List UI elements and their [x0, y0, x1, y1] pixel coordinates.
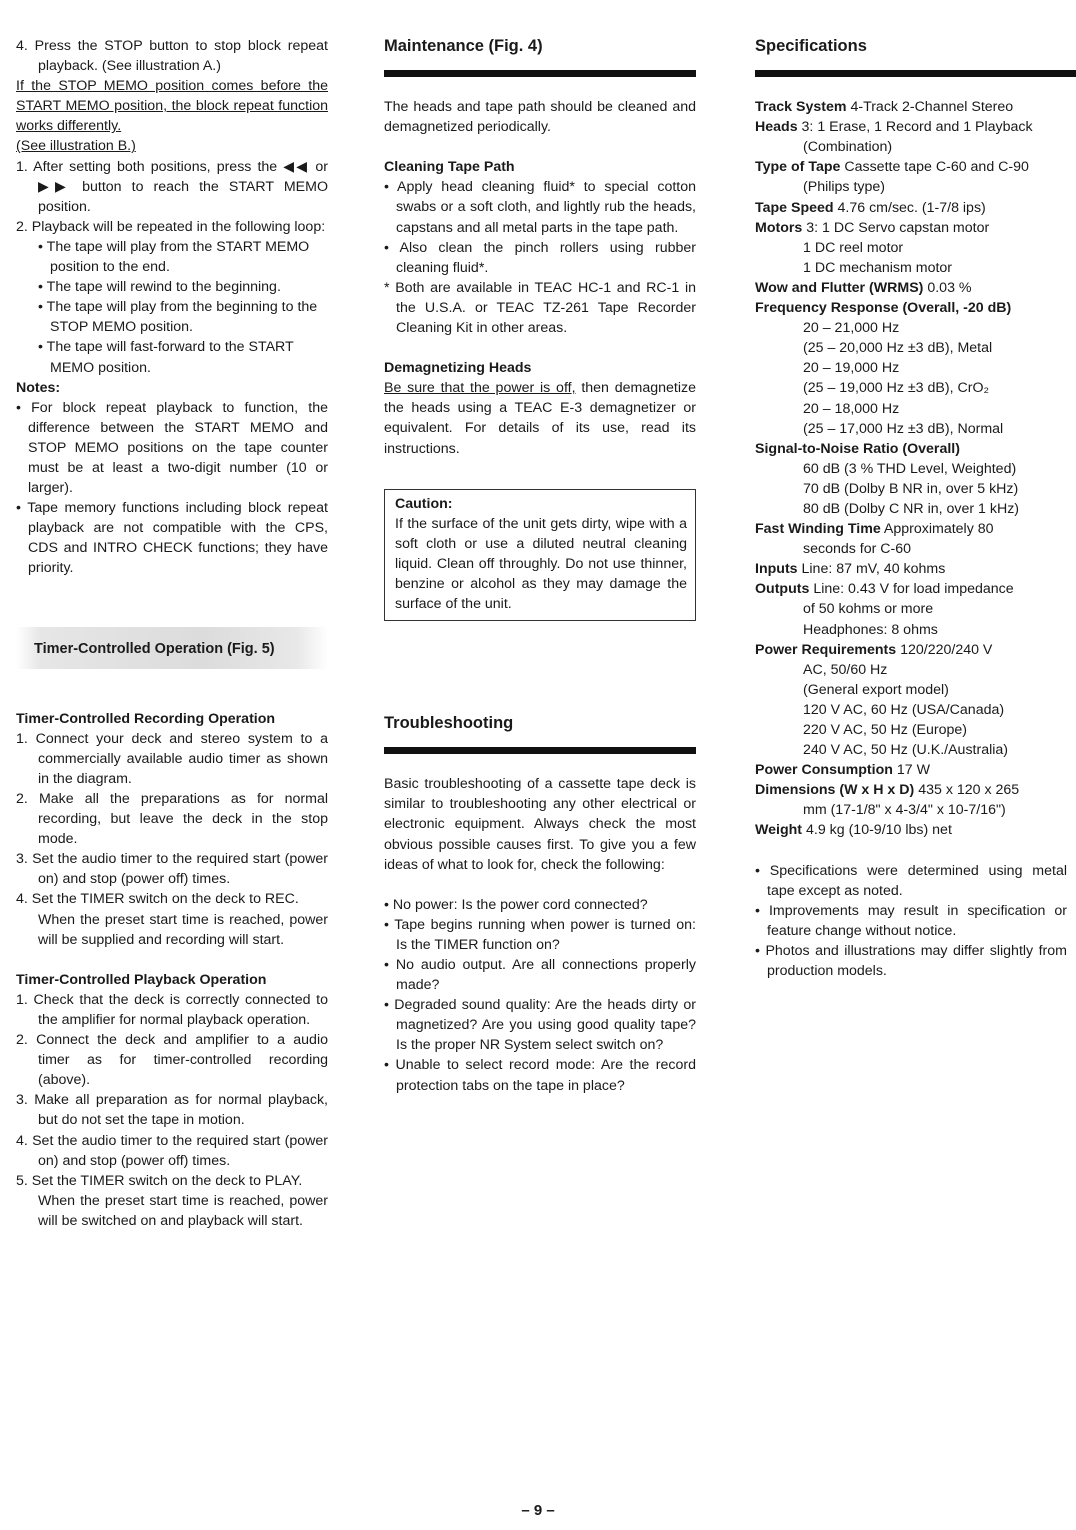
reverse-step-1: 1. After setting both positions, press the ◀◀ or ▶▶ button to reach the START MEMO position.: [16, 158, 328, 215]
step-4-stop: 4. Press the STOP button to stop block repeat playback. (See illustration A.): [16, 38, 328, 75]
spec-label: Tape Speed: [755, 199, 834, 216]
spec-value: 435 x 120 x 265: [918, 782, 1020, 799]
spec-line: [755, 579, 1067, 599]
spec-value: Headphones: 8 ohms: [803, 621, 938, 638]
spec-list: [755, 97, 1067, 840]
spec-value: 240 V AC, 50 Hz (U.K./Australia): [803, 742, 1009, 759]
spec-value: Approximately 80: [883, 521, 994, 538]
spec-value: 4.76 cm/sec. (1-7/8 ips): [837, 199, 986, 216]
spec-line: [755, 519, 1067, 539]
spec-value: 20 – 21,000 Hz: [803, 320, 900, 337]
spec-line: [755, 820, 1067, 840]
spec-label: Weight: [755, 822, 803, 839]
specifications-title: Specifications: [755, 37, 867, 55]
maintenance-rule: [384, 70, 696, 77]
spec-entry: [755, 559, 1067, 579]
maintenance-title: Maintenance (Fig. 4): [384, 37, 543, 55]
left-column: [16, 36, 328, 1231]
spec-entry: [755, 298, 1067, 439]
spec-value: AC, 50/60 Hz: [803, 661, 888, 678]
spec-value: 3: 1 DC Servo capstan motor: [806, 219, 990, 236]
cleaning-footnote: * Both are available in TEAC HC-1 and RC-1 in the U.S.A. or TEAC TZ-261 Tape Recorder Cleaning Kit in other areas.: [384, 279, 696, 337]
reverse-step-2: 2. Playback will be repeated in the following loop:: [16, 218, 326, 235]
spec-label: Inputs: [755, 561, 798, 578]
trouble-item: • No audio output. Are all connections properly made?: [384, 957, 696, 994]
spec-entry: [755, 278, 1067, 298]
spec-line: [755, 218, 1067, 238]
spec-value: (25 – 20,000 Hz ±3 dB), Metal: [803, 340, 993, 357]
see-illustration-b: (See illustration B.): [16, 138, 136, 155]
caution-text: If the surface of the unit gets dirty, wipe with a soft cloth or use a diluted neutral cleaning liquid. Clean off throughly. Do not use thinner, benzine or alcohol as they may damage the surface of the unit.: [395, 515, 687, 613]
spec-entry: [755, 117, 1067, 157]
recording-heading: Timer-Controlled Recording Operation: [16, 710, 276, 727]
troubleshooting-rule: [384, 747, 696, 754]
spec-entry: [755, 198, 1067, 218]
page-number: – 9 –: [521, 1502, 555, 1519]
spec-value: (25 – 19,000 Hz ±3 dB), CrO₂: [803, 380, 989, 397]
troubleshooting-title: Troubleshooting: [384, 714, 514, 733]
spec-value: seconds for C-60: [803, 541, 912, 558]
rec-step: 2. Make all the preparations as for normal recording, but leave the deck in the stop mode.: [16, 791, 328, 848]
rec-step: 1. Connect your deck and stereo system to a commercially available audio timer as shown in the diagram.: [16, 730, 328, 787]
spec-label: Power Requirements: [755, 641, 897, 658]
demag-instructions: then demagnetize the heads using a TEAC E-3 demagnetizer or equivalent. For details of its use, read its instructions.: [384, 380, 696, 457]
spec-entry: [755, 820, 1067, 840]
spec-entry: [755, 519, 1067, 559]
notes-heading: Notes:: [16, 379, 61, 396]
spec-footnote: • Photos and illustrations may differ slightly from production models.: [755, 942, 1067, 980]
spec-footnote: • Improvements may result in specification or feature change without notice.: [755, 902, 1067, 939]
spec-value: Line: 0.43 V for load impedance: [813, 581, 1014, 598]
trouble-item: • No power: Is the power cord connected?: [384, 896, 648, 913]
cleaning-item: • Also clean the pinch rollers using rubber cleaning fluid*.: [384, 239, 696, 276]
spec-label: Wow and Flutter (WRMS): [755, 279, 924, 296]
spec-entry: [755, 157, 1067, 197]
spec-value: 70 dB (Dolby B NR in, over 5 kHz): [803, 480, 1019, 497]
spec-entry: [755, 640, 1067, 761]
loop-item: • The tape will fast-forward to the START MEMO position.: [38, 339, 294, 376]
spec-line: [755, 760, 1067, 780]
play-step: 2. Connect the deck and amplifier to a audio timer as for timer-controlled recording (above).: [16, 1032, 328, 1089]
spec-footnote: • Specifications were determined using metal tape except as noted.: [755, 862, 1067, 899]
rec-step: 3. Set the audio timer to the required start (power on) and stop (power off) times.: [16, 851, 328, 888]
spec-label: Signal-to-Noise Ratio (Overall): [755, 440, 960, 457]
playback-heading: Timer-Controlled Playback Operation: [16, 971, 267, 988]
spec-label: Dimensions (W x H x D): [755, 782, 915, 799]
cleaning-heading: Cleaning Tape Path: [384, 159, 515, 176]
spec-line: [755, 117, 1067, 137]
spec-value: (25 – 17,000 Hz ±3 dB), Normal: [803, 420, 1004, 437]
caution-title: Caution:: [395, 495, 453, 512]
power-off-warning: Be sure that the power is off,: [384, 380, 576, 397]
spec-line: [755, 278, 1067, 298]
spec-value: (General export model): [803, 681, 949, 698]
spec-line: [755, 97, 1067, 117]
trouble-item: • Degraded sound quality: Are the heads dirty or magnetized? Are you using good quality tape? Is the proper NR System select switch on?: [384, 997, 696, 1054]
spec-value: 17 W: [896, 762, 931, 779]
demag-heading: Demagnetizing Heads: [384, 360, 532, 377]
trouble-item: • Unable to select record mode: Are the record protection tabs on the tape in place?: [384, 1057, 696, 1094]
spec-entry: [755, 97, 1067, 117]
troubleshooting-intro: Basic troubleshooting of a cassette tape deck is similar to troubleshooting any other electrical or electronic equipment. Always check the most obvious possible causes first. To give you a few ideas of what to look for, check the following:: [384, 776, 696, 873]
spec-value: (Philips type): [803, 179, 886, 196]
note-item: • Tape memory functions including block repeat playback are not compatible with the CPS, CDS and INTRO CHECK functions; they have priority.: [16, 500, 328, 577]
spec-value: Cassette tape C-60 and C-90: [844, 159, 1029, 176]
play-step: 5. Set the TIMER switch on the deck to PLAY.: [16, 1172, 303, 1189]
spec-value: 220 V AC, 50 Hz (Europe): [803, 722, 968, 738]
spec-label: Frequency Response (Overall, -20 dB): [755, 300, 1012, 317]
play-step: 4. Set the audio timer to the required start (power on) and stop (power off) times.: [16, 1132, 328, 1169]
play-result: When the preset start time is reached, power will be switched on and playback will start.: [38, 1192, 328, 1229]
spec-entry: [755, 760, 1067, 780]
spec-value: mm (17-1/8" x 4-3/4" x 10-7/16"): [803, 802, 1006, 819]
right-column: [755, 36, 1067, 981]
note-item: • For block repeat playback to function, the difference between the START MEMO and STOP MEMO positions on the tape counter must be at least a two-digit number (10 or larger).: [16, 399, 328, 497]
spec-label: Heads: [755, 119, 798, 136]
spec-value: 80 dB (Dolby C NR in, over 1 kHz): [803, 500, 1020, 517]
spec-entry: [755, 218, 1067, 278]
reverse-order-note: If the STOP MEMO position comes before the START MEMO position, the block repeat function works differently.: [16, 78, 328, 135]
spec-line: [755, 157, 1067, 177]
spec-label: Fast Winding Time: [755, 521, 881, 538]
spec-line: [755, 198, 1067, 218]
spec-label: Power Consumption: [755, 762, 893, 779]
demag-text: [384, 378, 696, 458]
rec-result: When the preset start time is reached, power will be supplied and recording will start.: [38, 911, 328, 948]
spec-line: [755, 298, 1067, 318]
spec-value: 4-Track 2-Channel Stereo: [850, 99, 1014, 116]
play-step: 3. Make all preparation as for normal playback, but do not set the tape in motion.: [16, 1092, 328, 1129]
spec-entry: [755, 579, 1067, 639]
spec-value: Line: 87 mV, 40 kohms: [801, 561, 946, 578]
spec-value: 3: 1 Erase, 1 Record and 1 Playback: [801, 119, 1033, 136]
spec-value: 20 – 19,000 Hz: [803, 360, 900, 377]
cleaning-item: • Apply head cleaning fluid* to special cotton swabs or a soft cloth, and lightly rub the heads, capstans and all metal parts in the tape path.: [384, 179, 696, 236]
spec-label: Type of Tape: [755, 159, 841, 176]
loop-list: [16, 237, 328, 378]
spec-entry: [755, 439, 1067, 519]
specifications-rule: [755, 70, 1076, 77]
spec-line: [755, 640, 1067, 660]
maintenance-intro: The heads and tape path should be cleaned and demagnetized periodically.: [384, 99, 696, 136]
timer-section-banner: Timer-Controlled Operation (Fig. 5): [16, 627, 328, 669]
spec-value: 120 V AC, 60 Hz (USA/Canada): [803, 701, 1005, 718]
spec-value: 120/220/240 V: [900, 641, 993, 658]
trouble-item: • Tape begins running when power is turned on: Is the TIMER function on?: [384, 916, 696, 953]
spec-value: 4.9 kg (10-9/10 lbs) net: [805, 822, 952, 839]
spec-value: 20 – 18,000 Hz: [803, 400, 900, 417]
play-step: 1. Check that the deck is correctly connected to the amplifier for normal playback operation.: [16, 991, 328, 1028]
rec-step: 4. Set the TIMER switch on the deck to REC.: [16, 891, 299, 908]
loop-item: • The tape will play from the beginning to the STOP MEMO position.: [38, 299, 318, 336]
spec-line: [755, 780, 1067, 800]
spec-label: Motors: [755, 219, 803, 236]
caution-box: [384, 489, 696, 622]
spec-label: Outputs: [755, 581, 810, 598]
spec-value: of 50 kohms or more: [803, 601, 934, 618]
spec-value: 1 DC reel motor: [803, 239, 904, 256]
loop-item: • The tape will play from the START MEMO position to the end.: [38, 238, 310, 276]
middle-column: [384, 36, 696, 1096]
spec-value: (Combination): [803, 139, 893, 156]
spec-label: Track System: [755, 99, 847, 116]
spec-value: 0.03 %: [927, 279, 972, 296]
loop-item: • The tape will rewind to the beginning.: [38, 279, 281, 296]
spec-entry: [755, 780, 1067, 820]
spec-value: 60 dB (3 % THD Level, Weighted): [803, 460, 1017, 477]
spec-line: [755, 559, 1067, 579]
spec-line: [755, 439, 1067, 459]
spec-value: 1 DC mechanism motor: [803, 259, 953, 276]
